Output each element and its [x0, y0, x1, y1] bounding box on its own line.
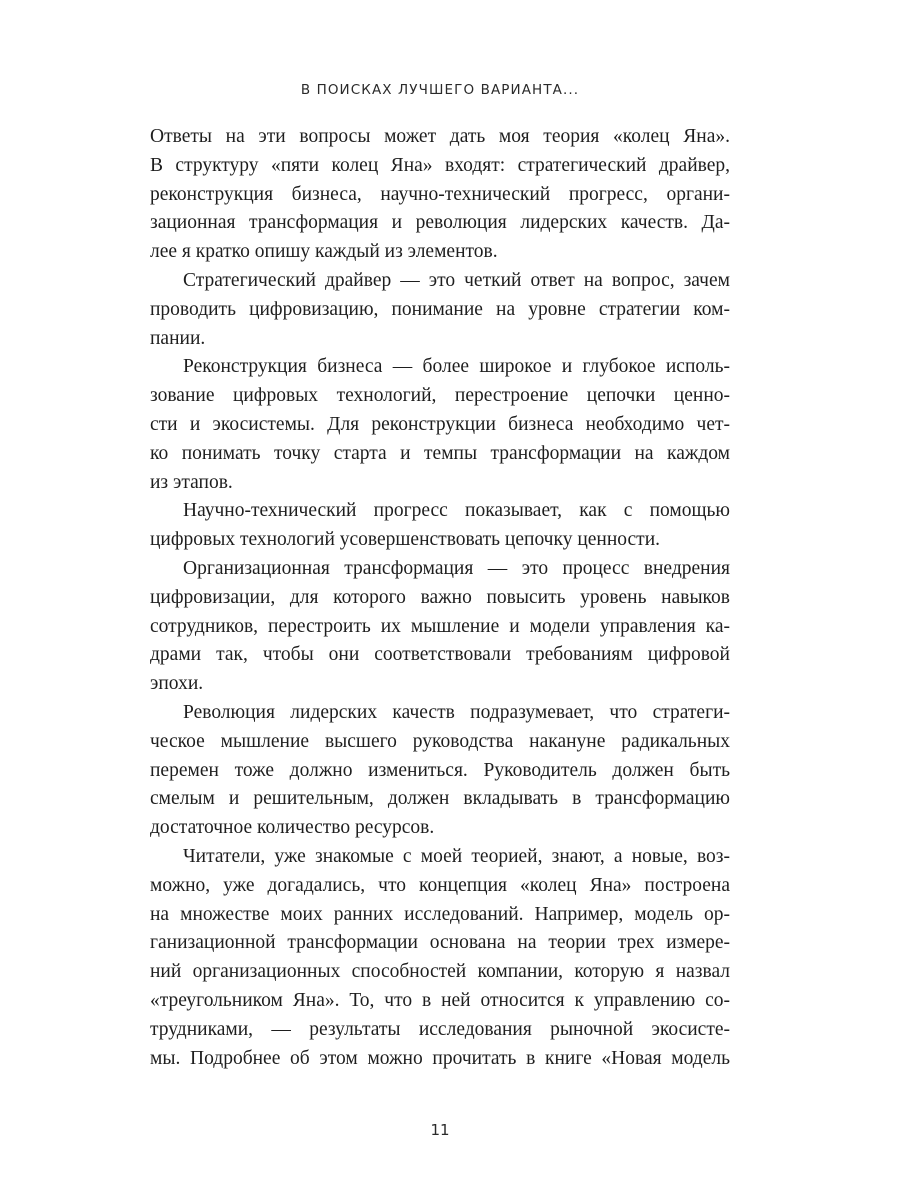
page-number: 11 [430, 1121, 450, 1139]
text-line: цифровых технологий усовершенствовать цепочку ценности. [150, 529, 660, 551]
running-header: В ПОИСКАХ ЛУЧШЕГО ВАРИАНТА... [300, 82, 580, 98]
text-line: эпохи. [150, 673, 204, 695]
text-line: проводить цифровизацию, понимание на уровне стратегии ком- [150, 298, 730, 320]
body-text [150, 123, 730, 1073]
text-line: на множестве моих ранних исследований. Например, модель ор- [150, 903, 730, 925]
text-line: зационная трансформация и революция лидерских качеств. Да- [150, 212, 730, 234]
text-line: можно, уже догадались, что концепция «колец Яна» построена [150, 874, 730, 896]
text-line: сти и экосистемы. Для реконструкции бизнеса необходимо чет- [150, 413, 730, 435]
text-line: достаточное количество ресурсов. [150, 817, 435, 839]
text-line: ганизационной трансформации основана на теории трех измере- [150, 932, 730, 954]
text-line: драми так, чтобы они соответствовали требованиям цифровой [150, 644, 730, 666]
text-line: Стратегический драйвер — это четкий ответ на вопрос, зачем [183, 269, 730, 291]
text-line: «треугольником Яна». То, что в ней относится к управлению со- [150, 989, 730, 1011]
text-line: лее я кратко опишу каждый из элементов. [150, 241, 498, 263]
text-line: зование цифровых технологий, перестроение цепочки ценно- [150, 385, 730, 407]
text-line: ческое мышление высшего руководства накануне радикальных [150, 730, 730, 752]
text-line: трудниками, — результаты исследования рыночной экосисте- [150, 1018, 730, 1040]
text-line: Научно-технический прогресс показывает, как с помощью [183, 500, 730, 522]
text-line: цифровизации, для которого важно повысить уровень навыков [150, 586, 730, 608]
text-line: В структуру «пяти колец Яна» входят: стратегический драйвер, [150, 154, 730, 176]
text-line: из этапов. [150, 471, 233, 493]
text-line: Читатели, уже знакомые с моей теорией, знают, а новые, воз- [183, 845, 730, 867]
text-line: мы. Подробнее об этом можно прочитать в книге «Новая модель [150, 1047, 730, 1069]
text-line: ко понимать точку старта и темпы трансформации на каждом [150, 442, 730, 464]
text-line: перемен тоже должно измениться. Руководитель должен быть [150, 759, 730, 781]
text-line: Реконструкция бизнеса — более широкое и глубокое исполь- [183, 356, 730, 378]
text-line: сотрудников, перестроить их мышление и модели управления ка- [150, 615, 730, 637]
text-line: Революция лидерских качеств подразумевает, что стратеги- [183, 701, 730, 723]
text-line: пании. [150, 327, 206, 349]
text-line: Ответы на эти вопросы может дать моя теория «колец Яна». [150, 126, 730, 147]
text-line: реконструкция бизнеса, научно-технический прогресс, органи- [150, 183, 730, 205]
text-line: Организационная трансформация — это процесс внедрения [183, 557, 730, 579]
text-line: ний организационных способностей компании, которую я назвал [150, 961, 730, 983]
text-line: смелым и решительным, должен вкладывать в трансформацию [150, 788, 730, 810]
